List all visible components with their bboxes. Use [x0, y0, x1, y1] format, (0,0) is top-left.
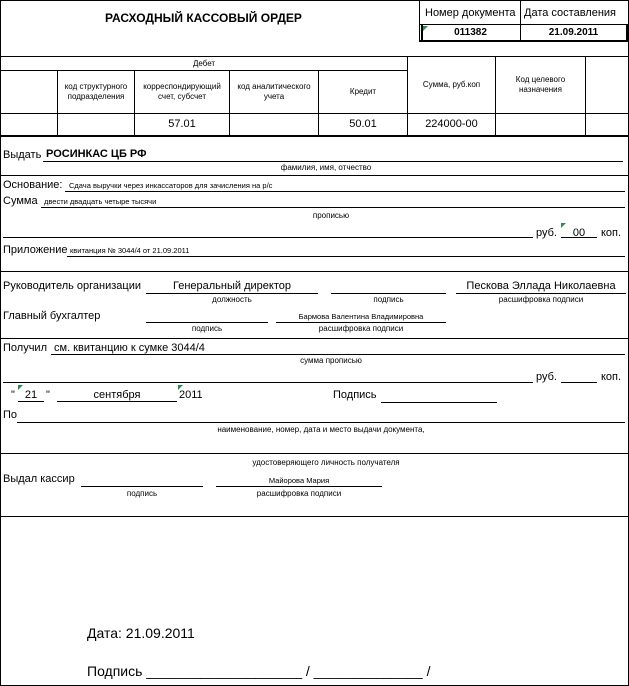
head-label: Руководитель организации [3, 280, 142, 292]
received-kop-line [561, 382, 597, 383]
cashier-name-line [216, 486, 382, 487]
col-credit-header: Кредит [349, 87, 377, 96]
issue-value: РОСИНКАС ЦБ РФ [46, 148, 147, 160]
doc-date: 21.09.2011 [548, 27, 599, 38]
received-value: см. квитанцию к сумке 3044/4 [54, 342, 205, 354]
attachment-value: квитанция № 3044/4 от 21.09.2011 [70, 246, 190, 255]
accountant-name: Бармова Валентина Владимировна [298, 312, 424, 321]
document-title: РАСХОДНЫЙ КАССОВЫЙ ОРДЕР [105, 11, 302, 25]
received-rub-label: руб. [536, 371, 557, 383]
head-position-line [146, 293, 318, 294]
col-corr-header: корреспондирующий счет, субсчет [143, 82, 221, 101]
kop-label: коп. [601, 227, 622, 239]
date-year: 2011 [179, 389, 203, 401]
divider [1, 271, 629, 272]
cashier-label: Выдал кассир [3, 473, 75, 485]
issue-label: Выдать [3, 149, 42, 161]
accountant-label: Главный бухгалтер [3, 310, 101, 322]
head-position: Генеральный директор [173, 280, 291, 292]
col-analytic-header: код аналитического учета [237, 82, 311, 101]
divider [419, 24, 629, 25]
date-quote-close: " [46, 389, 50, 401]
head-signature-line [331, 293, 446, 294]
sum-words-value: двести двадцать четыре тысячи [44, 197, 157, 206]
basis-value: Сдача выручки через инкассаторов для зачисления на р/с [69, 181, 273, 190]
divider [419, 1, 420, 42]
issue-caption: фамилия, имя, отчество [280, 163, 372, 172]
basis-line [65, 191, 625, 192]
accountant-decode-caption: расшифровка подписи [318, 324, 404, 333]
divider [1, 516, 629, 517]
divider [419, 40, 629, 42]
footer-signature: Подпись ____________________ / ______________ / [87, 663, 431, 679]
received-line-2 [3, 382, 533, 383]
credit-account-value: 50.01 [349, 117, 377, 130]
issue-line [43, 161, 623, 162]
received-kop-label: коп. [601, 371, 622, 383]
rub-label: руб. [536, 227, 557, 239]
by-label: По [3, 409, 18, 421]
received-line [51, 354, 625, 355]
col-target-header: Код целевого назначения [515, 75, 566, 94]
corr-account-value: 57.01 [168, 117, 196, 130]
accountant-signature-caption: подпись [191, 324, 223, 333]
cashier-signature-line [81, 486, 203, 487]
cashier-name: Майорова Мария [268, 476, 330, 485]
accountant-name-line [276, 322, 446, 323]
doc-number-label: Номер документа [425, 7, 516, 19]
accountant-signature-line [146, 322, 268, 323]
received-caption: сумма прописью [300, 356, 362, 365]
table-border [1, 135, 629, 137]
head-decode-caption: расшифровка подписи [498, 295, 584, 304]
received-label: Получил [3, 342, 47, 354]
attachment-label: Приложение [3, 244, 68, 256]
date-month-line [57, 401, 177, 402]
divider [626, 24, 628, 41]
sum-line-2 [3, 237, 533, 238]
head-name-line [456, 293, 626, 294]
sum-value: 224000-00 [425, 117, 478, 130]
receiver-signature-line [381, 402, 497, 403]
kop-line [561, 237, 597, 238]
divider [1, 175, 629, 176]
position-caption: должность [212, 295, 252, 304]
sum-caption: прописью [312, 211, 350, 220]
date-day-line [18, 401, 44, 402]
doc-date-label: Дата составления [524, 7, 616, 19]
head-signature-caption: подпись [373, 295, 404, 304]
basis-label: Основание: [3, 179, 63, 191]
cashier-decode-caption: расшифровка подписи [256, 489, 342, 498]
attachment-line [67, 256, 625, 257]
date-quote-open: " [11, 389, 15, 401]
table-border [1, 113, 629, 114]
cashier-signature-caption: подпись [126, 489, 158, 498]
divider [1, 338, 629, 339]
by-line [17, 422, 625, 423]
date-month: сентября [93, 389, 141, 401]
col-sum-header: Сумма, руб.коп [422, 80, 481, 89]
date-day: 21 [24, 389, 38, 401]
divider [1, 453, 629, 454]
debit-label: Дебет [192, 59, 216, 68]
identity-caption: удостоверяющего личность получателя [252, 458, 400, 467]
footer-date: Дата: 21.09.2011 [87, 625, 195, 641]
col-struct-header: код структурного подразделения [64, 82, 128, 101]
kop-value: 00 [572, 227, 586, 239]
head-name: Пескова Эллада Николаевна [466, 280, 616, 292]
doc-caption: наименование, номер, дата и место выдачи документа, [217, 425, 425, 434]
table-border [585, 56, 586, 136]
receiver-signature-label: Подпись [333, 389, 377, 401]
sum-line [41, 207, 625, 208]
doc-number: 011382 [454, 27, 487, 38]
sum-label: Сумма [3, 195, 38, 207]
